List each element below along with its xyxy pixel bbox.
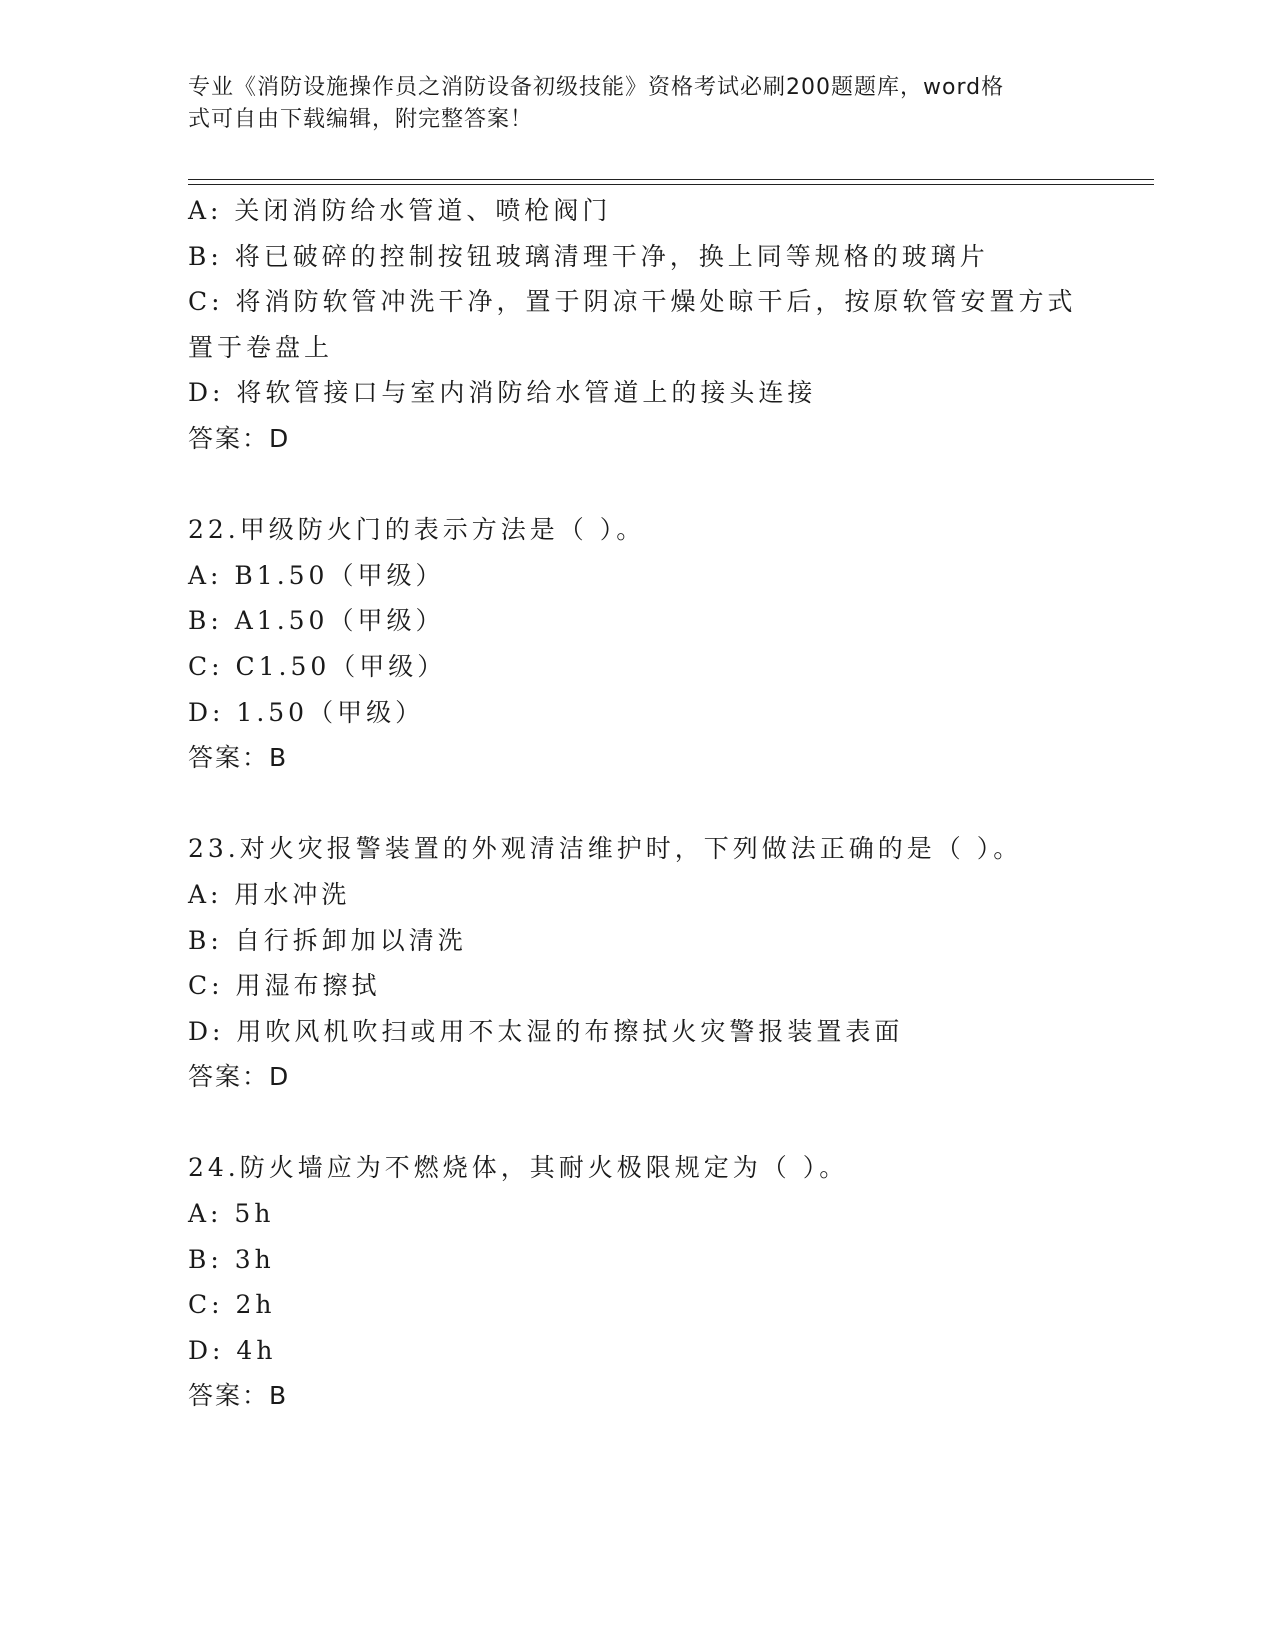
question-stem: 24.防火墙应为不燃烧体，其耐火极限规定为（ ）。 <box>188 1153 849 1183</box>
answer-text: 答案：D <box>188 1062 291 1092</box>
spacer <box>188 1100 1088 1146</box>
document-header <box>188 72 1068 136</box>
header-divider-top <box>188 179 1154 180</box>
question-block-22 <box>188 507 1088 781</box>
header-line-1: 专业《消防设施操作员之消防设备初级技能》资格考试必刷200题题库，word格 <box>188 75 1005 100</box>
option-a: A: 5h <box>188 1199 275 1229</box>
question-stem: 23.对火灾报警装置的外观清洁维护时，下列做法正确的是（ ）。 <box>188 834 1023 864</box>
option-b: B: A1.50（甲级） <box>188 606 445 636</box>
answer-text: 答案：B <box>188 1381 289 1411</box>
answer-text: 答案：B <box>188 743 289 773</box>
option-c-continued: 置于卷盘上 <box>188 332 334 362</box>
header-line-2: 式可自由下载编辑，附完整答案！ <box>188 107 534 132</box>
option-c: C: C1.50（甲级） <box>188 651 447 681</box>
header-divider-bottom <box>188 184 1154 185</box>
option-c: C: 2h <box>188 1290 276 1320</box>
question-block-23 <box>188 826 1088 1100</box>
spacer <box>188 462 1088 508</box>
option-d: D: 用吹风机吹扫或用不太湿的布擦拭火灾警报装置表面 <box>188 1016 904 1046</box>
question-block-24 <box>188 1145 1088 1419</box>
option-a: A: 用水冲洗 <box>188 879 351 909</box>
option-b: B: 3h <box>188 1244 275 1274</box>
answer-text: 答案：D <box>188 423 291 453</box>
option-d: D: 将软管接口与室内消防给水管道上的接头连接 <box>188 378 817 408</box>
question-stem: 22.甲级防火门的表示方法是（ ）。 <box>188 515 646 545</box>
option-c: C: 将消防软管冲洗干净，置于阴凉干燥处晾干后，按原软管安置方式 <box>188 287 1077 317</box>
option-d: D: 1.50（甲级） <box>188 697 425 727</box>
option-a: A: 关闭消防给水管道、喷枪阀门 <box>188 196 612 225</box>
question-block-prev <box>188 188 1088 462</box>
option-b: B: 将已破碎的控制按钮玻璃清理干净，换上同等规格的玻璃片 <box>188 241 989 271</box>
spacer <box>188 781 1088 827</box>
option-a: A: B1.50（甲级） <box>188 560 445 590</box>
option-b: B: 自行拆卸加以清洗 <box>188 925 467 955</box>
option-d: D: 4h <box>188 1335 277 1365</box>
question-content <box>188 188 1088 1419</box>
option-c: C: 用湿布擦拭 <box>188 971 381 1001</box>
